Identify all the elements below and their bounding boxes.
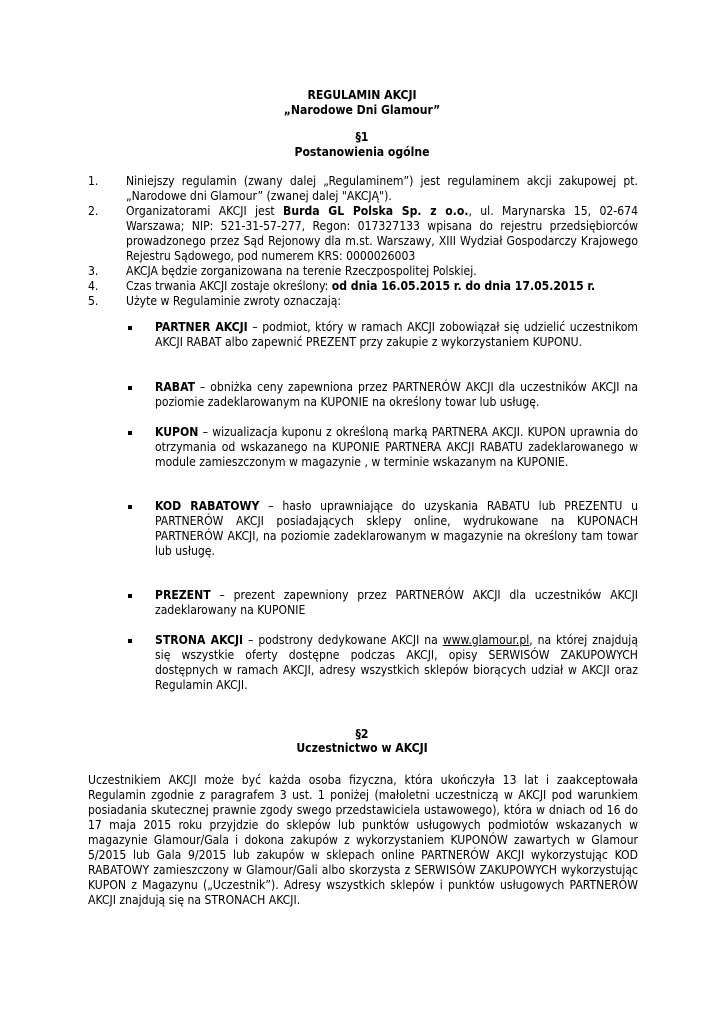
definition-text: – hasło uprawniające do uzyskania RABATU lub PREZENTU u PARTNERÓW AKCJI posiadających sklepy online, wydrukowane na KUPONACH PARTNERÓW AKCJI, na poziomie zadeklarowanym w magazynie na określony tam towar lub usługę.: [155, 499, 638, 558]
section2-number: §2: [355, 727, 369, 741]
bullet-icon: [128, 594, 132, 598]
glamour-link[interactable]: www.glamour.pl: [442, 633, 530, 647]
definition-item: [128, 588, 638, 618]
definition-term: RABAT: [155, 380, 195, 394]
definition-term: KOD RABATOWY: [155, 499, 260, 513]
definition-text: , na której znajdują się wszystkie oferty dostępne podczas AKCJI, opisy SERWISÓW ZAKUPOWYCH dostępnych w ramach AKCJI, adresy wszystkich sklepów biorących udział w AKCJI oraz Regulamin AKCJI.: [155, 633, 638, 692]
definition-term: STRONA AKCJI: [155, 633, 244, 647]
section1-title: Postanowienia ogólne: [294, 145, 430, 159]
bullet-icon: [128, 326, 132, 330]
item-text: Użyte w Regulaminie zwroty oznaczają:: [126, 294, 342, 308]
definition-text: – obniżka ceny zapewniona przez PARTNERÓW AKCJI dla uczestników AKCJI na poziomie zadeklarowanym na KUPONIE na określony towar lub usługę.: [155, 380, 638, 409]
participation-paragraph: Uczestnikiem AKCJI może być każda osoba fizyczna, która ukończyła 13 lat i zaakceptowała Regulamin zgodnie z paragrafem 3 ust. 1 poniżej (małoletni uczestniczą w AKCJI pod warunkiem posiadania skutecznej prawnie zgody swego przedstawiciela ustawowego), która w dniach od 16 do 17 maja 2015 roku przyjdzie do sklepów lub punktów usługowych podmiotów wskazanych w magazynie Glamour/Gala i dokona zakupów z wykorzystaniem KUPONÓW zawartych w Glamour 5/2015 lub Gala 9/2015 lub zakupów w sklepach online PARTNERÓW AKCJI wykorzystując KOD RABATOWY zamieszczony w Glamour/Gali albo skorzysta z SERWISÓW ZAKUPOWYCH wykorzystując KUPON z Magazynu („Uczestnik”). Adresy wszystkich sklepów i punktów usługowych PARTNERÓW AKCJI znajdują się na STRONACH AKCJI.: [88, 773, 638, 907]
organizer-name: Burda GL Polska Sp. z o.o.: [283, 204, 469, 218]
definition-item: [128, 499, 638, 559]
definitions-list: [128, 320, 638, 693]
item-text: , ul. Marynarska 15, 02-674 Warszawa; NIP: 521-31-57-277, Regon: 017327133 wpisana do rejestru przedsiębiorców prowadzonego przez Sąd Rejonowy dla m.st. Warszawy, XIII Wydział Gospodarczy Krajowego Rejestru Sądowego, pod numerem KRS: 0000026003: [126, 204, 638, 263]
definition-text: – podstrony dedykowane AKCJI na: [243, 633, 443, 647]
section2-title: Uczestnictwo w AKCJI: [296, 741, 428, 755]
item-text: AKCJA będzie zorganizowana na terenie Rzeczpospolitej Polskiej.: [126, 264, 477, 278]
item-text: Niniejszy regulamin (zwany dalej „Regulaminem”) jest regulaminem akcji zakupowej pt. „Narodowe dni Glamour” (zwanej dalej "AKCJĄ").: [126, 174, 638, 203]
document-title: REGULAMIN AKCJI: [307, 88, 417, 102]
bullet-icon: [128, 505, 132, 509]
definition-text: – prezent zapewniony przez PARTNERÓW AKCJI dla uczestników AKCJI zadeklarowany na KUPONIE: [155, 588, 638, 617]
definition-term: KUPON: [155, 425, 199, 439]
list-item: [88, 264, 638, 279]
definition-term: PARTNER AKCJI: [155, 320, 248, 334]
document-subtitle: „Narodowe Dni Glamour”: [283, 103, 441, 117]
list-item: [88, 279, 638, 294]
item-number: 4.: [88, 279, 99, 293]
general-provisions-list: [88, 174, 638, 309]
definition-term: PREZENT: [155, 588, 211, 602]
definition-item: [128, 380, 638, 410]
item-text: Organizatorami AKCJI jest: [126, 204, 284, 218]
section1-number: §1: [355, 130, 369, 144]
item-number: 5.: [88, 294, 99, 308]
definition-item: [128, 633, 638, 693]
definition-item: [128, 320, 638, 350]
bullet-icon: [128, 431, 132, 435]
list-item: [88, 294, 638, 309]
action-dates: od dnia 16.05.2015 r. do dnia 17.05.2015 r.: [331, 279, 596, 293]
bullet-icon: [128, 386, 132, 390]
definition-text: – wizualizacja kuponu z określoną marką PARTNERA AKCJI. KUPON uprawnia do otrzymania od wskazanego na KUPONIE PARTNERA AKCJI RABATU zadeklarowanego w module zamieszczonym w magazynie , w terminie wskazanym na KUPONIE.: [155, 425, 638, 469]
item-text: Czas trwania AKCJI zostaje określony:: [126, 279, 332, 293]
item-number: 1.: [88, 174, 99, 188]
list-item: [88, 174, 638, 204]
item-number: 3.: [88, 264, 99, 278]
bullet-icon: [128, 639, 132, 643]
definition-item: [128, 425, 638, 470]
item-number: 2.: [88, 204, 99, 218]
definition-text: – podmiot, który w ramach AKCJI zobowiązał się udzielić uczestnikom AKCJI RABAT albo zapewnić PREZENT przy zakupie z wykorzystaniem KUPONU.: [155, 320, 638, 349]
list-item: [88, 204, 638, 264]
